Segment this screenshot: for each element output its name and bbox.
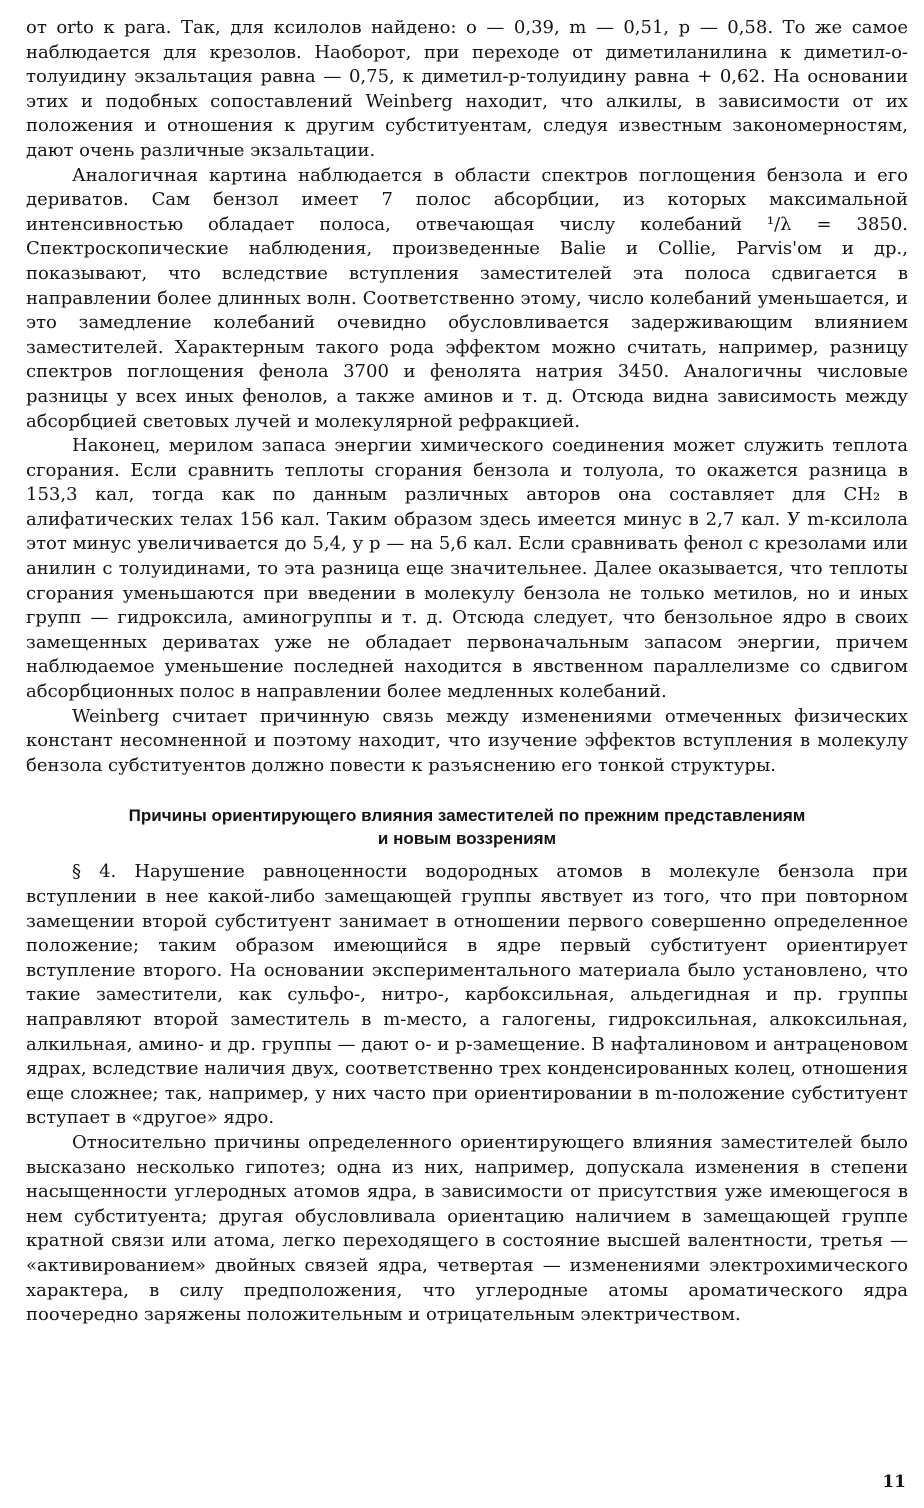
paragraph-absorption-spectra: Аналогичная картина наблюдается в области спектров поглощения бензола и его дериватов. Сам бензол имеет 7 полос абсорбции, из которых максимальной интенсивностью обладает полоса, отвечающая числу колебаний ¹/λ = 3850. Спектроскопические наблюдения, произведенные Balie и Collie, Parvis'ом и др., показывают, что вследствие вступления заместителей эта полоса сдвигается в направлении более длинных волн. Соответственно этому, число колебаний уменьшается, и это замедление колебаний очевидно обусловливается задерживающим влиянием заместителей. Характерным такого рода эффектом можно считать, например, разницу спектров поглощения фенола 3700 и фенолята натрия 3450. Аналогичны числовые разницы у всех иных фенолов, а также аминов и т. д. Отсюда видна зависимость между абсорбцией световых лучей и молекулярной рефракцией. — [26, 164, 908, 432]
section-heading — [26, 804, 908, 850]
paragraph-section-4: § 4. Нарушение равноценности водородных атомов в молекуле бензола при вступлении в нее какой-либо замещающей группы явствует из того, что при повторном замещении второй субституент занимает в отношении первого совершенно определенное положение; таким образом имеющийся в ядре первый субституент ориентирует вступление второго. На основании экспериментального материала было установлено, что такие заместители, как сульфо-, нитро-, карбоксильная, альдегидная и пр. группы направляют второй заместитель в m-место, а галогены, гидроксильная, алкоксильная, алкильная, амино- и др. группы — дают о- и р-замещение. В нафталиновом и антраценовом ядрах, вследствие наличия двух, соответственно трех конденсированных колец, отношения еще сложнее; так, например, у них часто при ориентировании в m-положение субституент вступает в «другое» ядро. — [26, 861, 908, 1129]
paragraph-combustion-heat: Наконец, мерилом запаса энергии химического соединения может служить теплота сгорания. Если сравнить теплоты сгорания бензола и толуола, то окажется разница в 153,3 кал, тогда как по данным различных авторов она составляет для CH₂ в алифатических телах 156 кал. Таким образом здесь имеется минус в 2,7 кал. У m-ксилола этот минус увеличивается до 5,4, у р — на 5,6 кал. Если сравнивать фенол с крезолами или анилин с толуидинами, то эта разница еще значительнее. Далее оказывается, что теплоты сгорания уменьшаются при введении в молекулу бензола не только метилов, но и иных групп — гидроксила, аминогруппы и т. д. Отсюда следует, что бензольное ядро в своих замещенных дериватах уже не обладает первоначальным запасом энергии, причем наблюдаемое уменьшение последней находится в явственном параллелизме со сдвигом абсорбционных полос в направлении более медленных колебаний. — [26, 435, 908, 703]
section-heading-line-1: Причины ориентирующего влияния заместителей по прежним представлениям — [128, 806, 806, 826]
paragraph-hypotheses: Относительно причины определенного ориентирующего влияния заместителей было высказано несколько гипотез; одна из них, например, допускала изменения в степени насыщенности углеродных атомов ядра, в зависимости от присутствия уже имеющегося в нем субституента; другая обусловливала ориентацию наличием в замещающей группе кратной связи или атома, легко переходящего в состояние высшей валентности, третья — «активированием» двойных связей ядра, четвертая — изменениями электрохимического характера, в силу предположения, что углеродные атомы ароматического ядра поочередно заряжены положительным и отрицательным электричеством. — [26, 1131, 908, 1326]
page-body — [26, 16, 908, 1328]
paragraph-continuation: от ortо к para. Так, для ксилолов найдено: о — 0,39, m — 0,51, р — 0,58. То же самое наблюдается для крезолов. Наоборот, при переходе от диметиланилина к диметил-о-толуидину экзальтация равна — 0,75, к диметил-р-толуидину равна + 0,62. На основании этих и подобных сопоставлений Weinberg находит, что алкилы, в зависимости от их положения и отношения к другим субституентам, следуя известным закономерностям, дают очень различные экзальтации. — [26, 17, 908, 161]
page-number: 11 — [882, 1472, 906, 1492]
paragraph-weinberg-conclusion: Weinberg считает причинную связь между изменениями отмеченных физических констант несомненной и поэтому находит, что изучение эффектов вступления в молекулу бензола субституентов должно повести к разъяснению его тонкой структуры. — [26, 705, 908, 776]
section-heading-line-2: и новым воззрениям — [377, 829, 557, 849]
